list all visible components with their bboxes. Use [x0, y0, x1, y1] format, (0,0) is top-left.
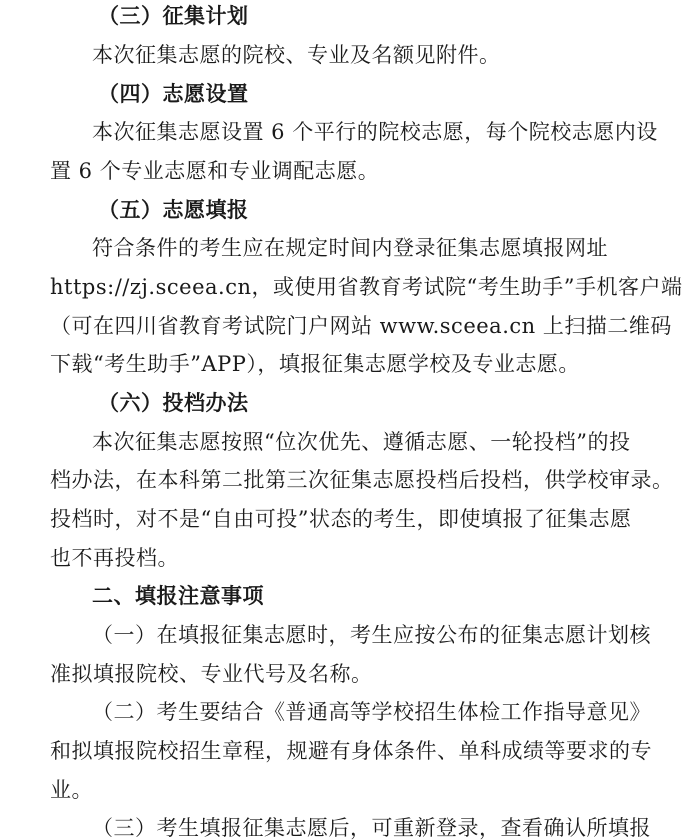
- paragraph-line: （一）在填报征集志愿时，考生应按公布的征集志愿计划核: [92, 623, 651, 647]
- paragraph-line: 业。: [50, 778, 93, 802]
- paragraph-line: 本次征集志愿按照“位次优先、遵循志愿、一轮投档”的投: [92, 430, 631, 454]
- paragraph-line: 和拟填报院校招生章程，规避有身体条件、单科成绩等要求的专: [50, 739, 652, 763]
- section-heading-plan: （三）征集计划: [98, 4, 249, 28]
- paragraph-line: 准拟填报院校、专业代号及名称。: [50, 662, 373, 686]
- paragraph-line: 符合条件的考生应在规定时间内登录征集志愿填报网址: [92, 236, 608, 260]
- section-heading-fill: （五）志愿填报: [98, 198, 249, 222]
- part-heading-notes: 二、填报注意事项: [92, 584, 264, 608]
- section-heading-method: （六）投档办法: [98, 391, 249, 415]
- paragraph-line: （二）考生要结合《普通高等学校招生体检工作指导意见》: [92, 700, 651, 724]
- paragraph-line: 本次征集志愿设置 6 个平行的院校志愿，每个院校志愿内设: [92, 120, 658, 144]
- paragraph-line: https://zj.sceea.cn，或使用省教育考试院“考生助手”手机客户端: [50, 275, 683, 299]
- paragraph-line: （三）考生填报征集志愿后，可重新登录，查看确认所填报: [92, 816, 651, 840]
- paragraph-line: 档办法，在本科第二批第三次征集志愿投档后投档，供学校审录。: [50, 468, 674, 492]
- paragraph-line: 下载“考生助手”APP），填报征集志愿学校及专业志愿。: [50, 352, 580, 376]
- paragraph-line: 置 6 个专业志愿和专业调配志愿。: [50, 159, 380, 183]
- paragraph-line: 本次征集志愿的院校、专业及名额见附件。: [92, 43, 501, 67]
- paragraph-line: （可在四川省教育考试院门户网站 www.sceea.cn 上扫描二维码: [50, 314, 672, 338]
- paragraph-line: 也不再投档。: [50, 546, 179, 570]
- section-heading-settings: （四）志愿设置: [98, 82, 249, 106]
- paragraph-line: 投档时，对不是“自由可投”状态的考生，即使填报了征集志愿: [50, 507, 632, 531]
